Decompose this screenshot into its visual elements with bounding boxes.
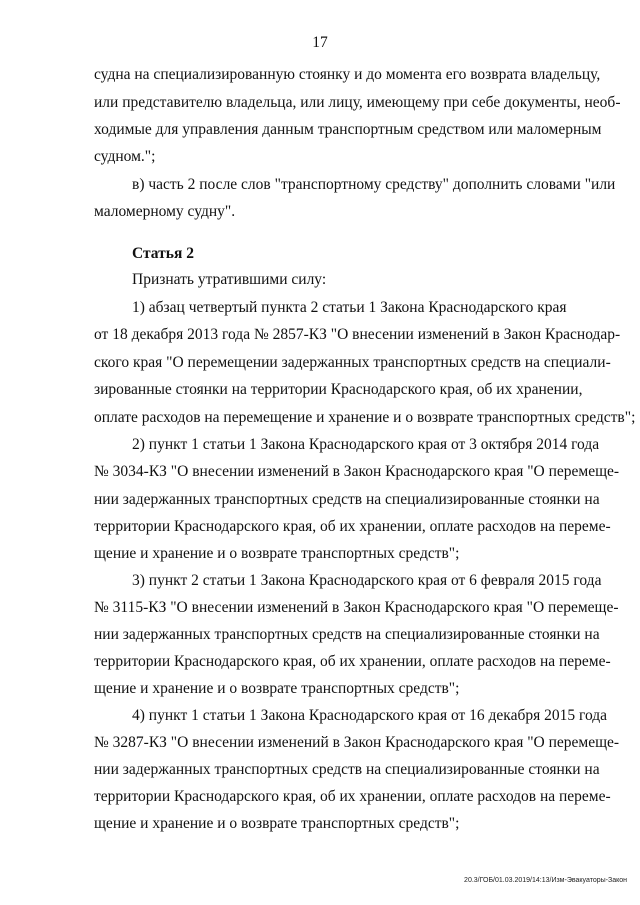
list-item-line: территории Краснодарского края, об их хранении, оплате расходов на переме- [94, 788, 611, 805]
list-item-line: территории Краснодарского края, об их хранении, оплате расходов на переме- [94, 653, 611, 670]
list-item-line: № 3034-КЗ "О внесении изменений в Закон Краснодарского края "О перемеще- [94, 463, 620, 480]
list-item-line: 4) пункт 1 статьи 1 Закона Краснодарского края от 16 декабря 2015 года [132, 707, 608, 724]
list-item-line: 3) пункт 2 статьи 1 Закона Краснодарского края от 6 февраля 2015 года [132, 572, 602, 589]
list-item-line: территории Краснодарского края, об их хранении, оплате расходов на переме- [94, 518, 611, 535]
list-item-line: нии задержанных транспортных средств на специализированные стоянки на [94, 761, 600, 778]
paragraph-line: маломерному судну". [94, 203, 236, 220]
paragraph-line: судном."; [94, 148, 156, 165]
paragraph-line: в) часть 2 после слов "транспортному средству" дополнить словами "или [132, 176, 616, 193]
list-item-line: 1) абзац четвертый пункта 2 статьи 1 Закона Краснодарского края [132, 299, 567, 316]
list-item-line: зированные стоянки на территории Краснодарского края, об их хранении, [94, 381, 583, 398]
footer-document-code: 20.3/ГОБ/01.03.2019/14:13/Изм-Эвакуаторы-Закон [464, 877, 627, 884]
list-item-line: щение и хранение и о возврате транспортных средств"; [94, 545, 460, 562]
list-item-line: щение и хранение и о возврате транспортных средств"; [94, 815, 460, 832]
article-intro: Признать утратившими силу: [132, 271, 327, 288]
list-item-line: от 18 декабря 2013 года № 2857-КЗ "О внесении изменений в Закон Краснодар- [94, 326, 621, 343]
list-item-line: № 3115-КЗ "О внесении изменений в Закон Краснодарского края "О перемеще- [94, 599, 619, 616]
list-item-line: оплате расходов на перемещение и хранение и о возврате транспортных средств"; [94, 409, 636, 426]
list-item-line: № 3287-КЗ "О внесении изменений в Закон Краснодарского края "О перемеще- [94, 734, 620, 751]
list-item-line: 2) пункт 1 статьи 1 Закона Краснодарского края от 3 октября 2014 года [132, 436, 600, 453]
page-number: 17 [312, 34, 328, 51]
article-heading: Статья 2 [132, 245, 194, 262]
list-item-line: щение и хранение и о возврате транспортных средств"; [94, 680, 460, 697]
list-item-line: нии задержанных транспортных средств на специализированные стоянки на [94, 626, 600, 643]
paragraph-line: судна на специализированную стоянку и до момента его возврата владельцу, [94, 66, 601, 83]
list-item-line: нии задержанных транспортных средств на специализированные стоянки на [94, 491, 600, 508]
list-item-line: ского края "О перемещении задержанных транспортных средств на специали- [94, 354, 611, 371]
paragraph-line: или представителю владельца, или лицу, имеющему при себе документы, необ- [94, 94, 621, 111]
paragraph-line: ходимые для управления данным транспортным средством или маломерным [94, 121, 602, 138]
